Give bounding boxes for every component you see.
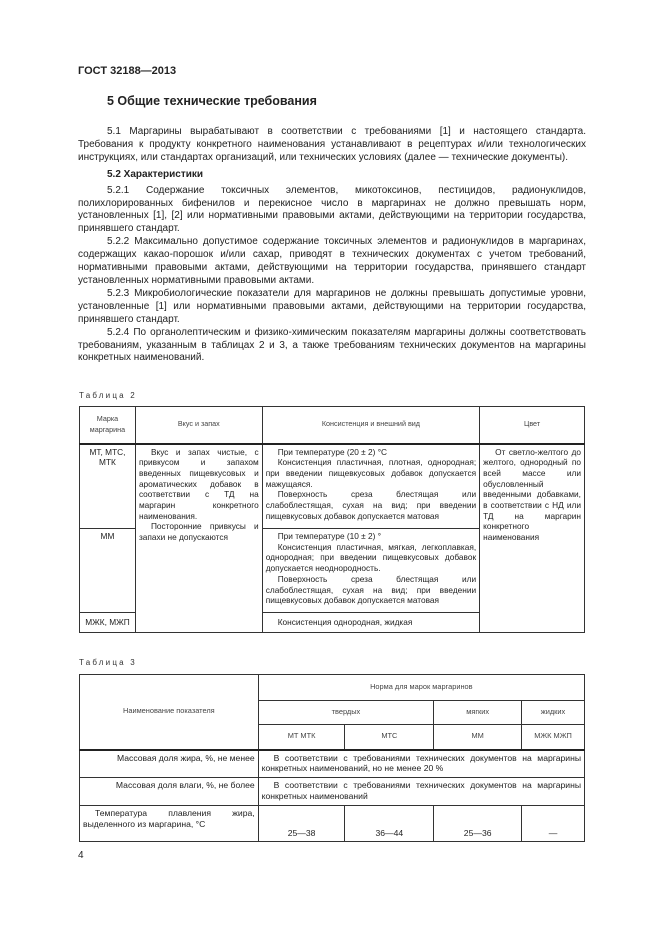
paragraph-5-2-4: 5.2.4 По органолептическим и физико-химическим показателям маргарины должны соответствовать требованиям, указанным в таблицах 2 и 3, а также требованиям технических документов на маргарины конкретных наименований. xyxy=(78,326,586,364)
table-header-row xyxy=(80,407,585,444)
table3-label: Таблица 3 xyxy=(79,658,137,667)
table-2 xyxy=(79,406,585,633)
consistency-text: Поверхность среза блестящая или слабоблестящая, сухая на вид; при введении пищевкусовых добавок допускается матовая xyxy=(265,573,477,606)
paragraph-5-1: 5.1 Маргарины вырабатывают в соответствии с требованиями [1] и настоящего стандарта. Требования к продукту конкретного наименования устанавливают в рецептурах и/или технологических инструкциях, или стандартах организаций, или технических условиях (далее — технические документы). xyxy=(78,126,586,163)
paragraph-5-2-2: 5.2.2 Максимально допустимое содержание токсичных элементов и радионуклидов в маргаринах, содержащих какао-порошок и/или сахар, приводят в технических документах с учетом требований, нормативными правовыми актами, действующими на территории государства, принявшего стандарт установленных нормативными правовыми актами. xyxy=(78,236,586,286)
header-cell: жидких xyxy=(522,701,585,725)
header-cell: Норма для марок маргаринов xyxy=(258,675,584,701)
brand-cell: ММ xyxy=(80,529,136,613)
value-cell: 25—38 xyxy=(258,806,345,842)
paragraph-5-2-3: 5.2.3 Микробиологические показатели для маргаринов не должны превышать допустимые уровни, установленные [1] или нормативными правовыми актами, действующими на территории государства, принявшего стандарт. xyxy=(78,287,586,325)
consistency-text: Поверхность среза блестящая или слабоблестящая, сухая на вид; при введении пищевкусовых добавок допускается матовая xyxy=(265,489,477,521)
header-cell: твердых xyxy=(258,701,434,725)
indicator-text: Температура плавления жира, выделенного из маргарина, °С xyxy=(83,808,255,829)
consistency-cell xyxy=(262,444,479,529)
subsection-heading: 5.2 Характеристики xyxy=(107,168,204,180)
value-cell xyxy=(258,750,584,778)
brand-cell: МЖК, МЖП xyxy=(80,613,136,633)
header-cell: МТС xyxy=(345,725,434,750)
color-text: От светло-желтого до желтого, однородный по всей массе или обусловленный введенными добавками, в соответствии с НД или ТД на маргарин конкретного наименования xyxy=(483,446,581,543)
table-row xyxy=(80,806,585,842)
consistency-text: Консистенция пластичная, мягкая, легкоплавкая, однородная; при введении пищевкусовых добавок допускается неоднородность. xyxy=(265,541,477,574)
indicator-cell: Массовая доля жира, %, не менее xyxy=(80,750,259,778)
document-id: ГОСТ 32188—2013 xyxy=(78,65,177,77)
header-cell: Наименование показателя xyxy=(80,675,259,750)
brand-cell: МТ, МТС, МТК xyxy=(80,444,136,529)
taste-text: Вкус и запах чистые, с привкусом и запахом введенных пищевкусовых и ароматических добавок в соответствии с ТД на маргарин конкретного наименования. xyxy=(138,446,259,521)
table-row xyxy=(80,750,585,778)
value-text: В соответствии с требованиями технических документов на маргарины конкретных наименований, но не менее 20 % xyxy=(261,752,581,774)
header-cell: мягких xyxy=(434,701,522,725)
value-cell: 36—44 xyxy=(345,806,434,842)
header-cell: Консистенция и внешний вид xyxy=(262,407,479,444)
value-text: В соответствии с требованиями технических документов на маргарины конкретных наименований xyxy=(261,780,581,801)
table2-label: Таблица 2 xyxy=(79,391,137,400)
page-number: 4 xyxy=(78,850,84,861)
section-title: 5 Общие технические требования xyxy=(107,94,317,108)
consistency-text: При температуре (20 ± 2) °С xyxy=(277,446,388,457)
section-body xyxy=(78,126,586,365)
header-cell: МЖК МЖП xyxy=(522,725,585,750)
table-header-row xyxy=(80,675,585,701)
table-row xyxy=(80,778,585,806)
table-row xyxy=(80,444,585,529)
value-cell: 25—36 xyxy=(434,806,522,842)
table-3 xyxy=(79,674,585,842)
value-cell: — xyxy=(522,806,585,842)
consistency-text: Консистенция пластичная, плотная, однородная; при введении пищевкусовых добавок допускается мажущаяся. xyxy=(265,457,477,489)
consistency-text: При температуре (10 ± 2) ° xyxy=(277,531,382,541)
indicator-cell: Массовая доля влаги, %, не более xyxy=(80,778,259,806)
consistency-cell xyxy=(262,613,479,633)
consistency-text: Консистенция однородная, жидкая xyxy=(277,617,413,628)
consistency-cell xyxy=(262,529,479,613)
indicator-cell xyxy=(80,806,259,842)
header-cell: Цвет xyxy=(480,407,585,444)
header-cell: Вкус и запах xyxy=(135,407,262,444)
color-cell xyxy=(480,444,585,633)
value-cell xyxy=(258,778,584,806)
taste-cell xyxy=(135,444,262,633)
header-cell: Марка маргарина xyxy=(80,407,136,444)
paragraph-5-2-1: 5.2.1 Содержание токсичных элементов, микотоксинов, пестицидов, радионуклидов, полихлорированных бифенилов и перекисное число в маргаринах не должно превышать норм, установленных [1], [2] или нормативными правовыми актами, действующими на территории государства, принявшего стандарт. xyxy=(78,184,586,235)
taste-text: Посторонние привкусы и запахи не допускаются xyxy=(138,521,259,543)
header-cell: МТ МТК xyxy=(258,725,345,750)
header-cell: ММ xyxy=(434,725,522,750)
